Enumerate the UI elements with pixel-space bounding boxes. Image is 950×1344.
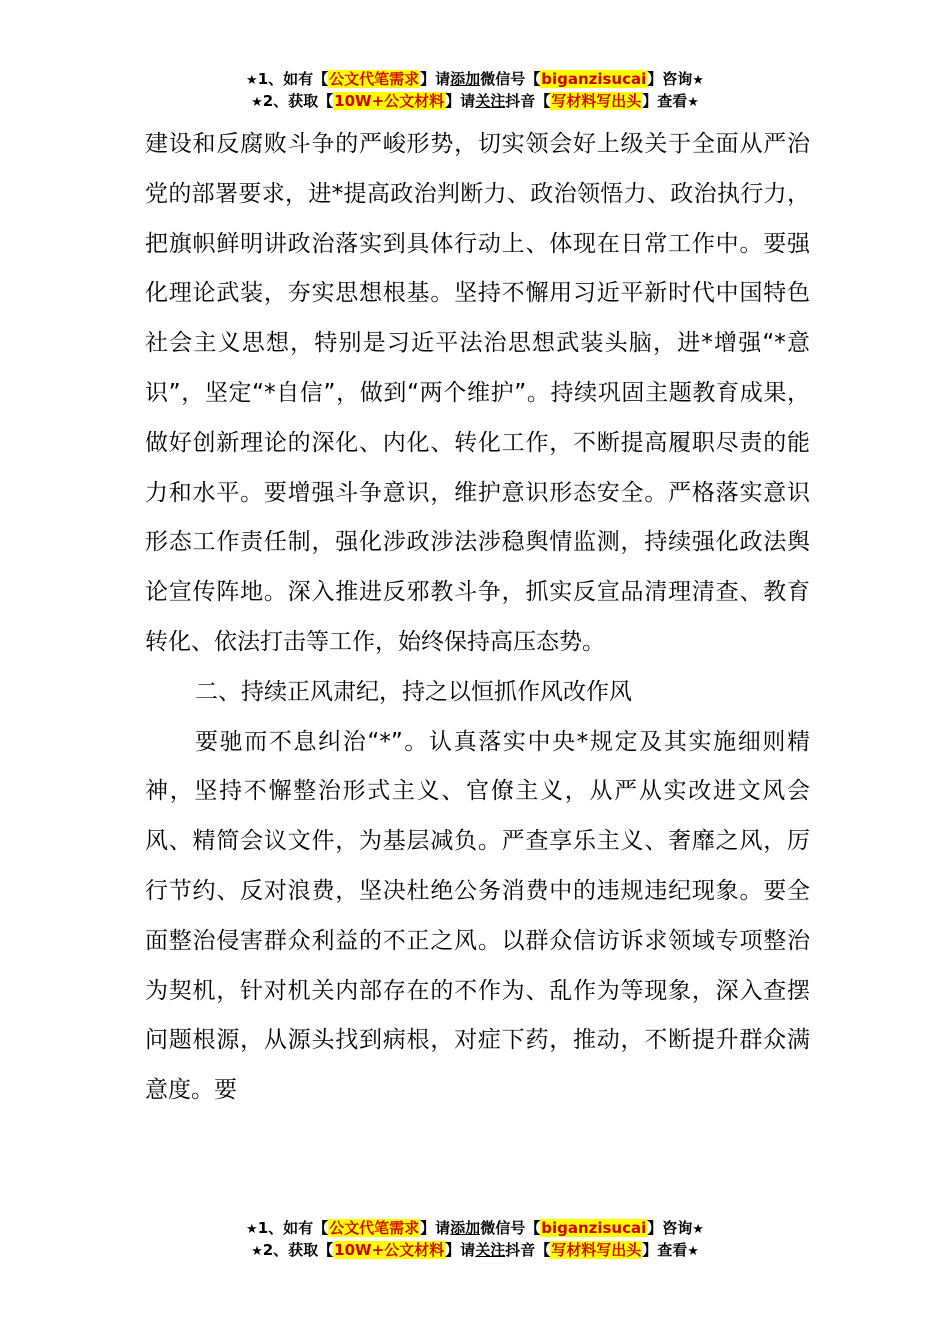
- banner-line-2: [0, 1239, 950, 1261]
- highlight-ghostwriting: 公文代笔需求: [329, 1219, 420, 1237]
- banner-text: 2、获取【: [262, 92, 334, 110]
- footer-banner: [0, 1217, 950, 1261]
- highlight-ghostwriting: 公文代笔需求: [329, 70, 420, 88]
- section-heading: 二、持续正风肃纪，持之以恒抓作风改作风: [195, 678, 632, 705]
- star-icon: ★: [687, 95, 699, 110]
- highlight-wechat-id: biganzisucai: [541, 70, 647, 88]
- star-icon: ★: [251, 1244, 263, 1259]
- banner-text: 抖音【: [505, 92, 551, 110]
- banner-line-2: [0, 90, 950, 112]
- banner-text: 】请: [420, 70, 451, 88]
- body-paragraph: 要驰而不息纠治“*”。认真落实中央*规定及其实施细则精神，坚持不懈整治形式主义、官僚主义，从严从实改进文风会风、精简会议文件，为基层减负。严查享乐主义、奢靡之风，厉行节约、反对浪费，坚决杜绝公务消费中的违规违纪现象。要全面整治侵害群众利益的不正之风。以群众信访诉求领域专项整治为契机，针对机关内部存在的不作为、乱作为等现象，深入查摆问题根源，从源头找到病根，对症下药，推动，不断提升群众满意度。要: [145, 728, 810, 1104]
- banner-text: 微信号【: [480, 70, 541, 88]
- highlight-materials: 10W+公文材料: [334, 1241, 445, 1259]
- banner-text: 】查看: [642, 92, 688, 110]
- document-body: [145, 120, 810, 1116]
- underlined-text: 添加: [450, 1219, 481, 1237]
- banner-text: 1、如有【: [257, 1219, 329, 1237]
- banner-text: 1、如有【: [257, 70, 329, 88]
- underlined-text: 添加: [450, 70, 481, 88]
- highlight-douyin-account: 写材料写出头: [551, 92, 642, 110]
- banner-text: 】咨询: [647, 1219, 693, 1237]
- star-icon: ★: [251, 95, 263, 110]
- banner-line-1: [0, 1217, 950, 1239]
- underlined-text: 关注: [475, 92, 506, 110]
- banner-text: 】查看: [642, 1241, 688, 1259]
- star-icon: ★: [687, 1244, 699, 1259]
- underlined-text: 关注: [475, 1241, 506, 1259]
- banner-text: 抖音【: [505, 1241, 551, 1259]
- header-banner: [0, 68, 950, 112]
- banner-text: 】请: [445, 92, 476, 110]
- banner-text: 】咨询: [647, 70, 693, 88]
- star-icon: ★: [246, 1222, 258, 1237]
- star-icon: ★: [692, 73, 704, 88]
- banner-text: 微信号【: [480, 1219, 541, 1237]
- highlight-douyin-account: 写材料写出头: [551, 1241, 642, 1259]
- body-paragraph: 建设和反腐败斗争的严峻形势，切实领会好上级关于全面从严治党的部署要求，进*提高政治判断力、政治领悟力、政治执行力，把旗帜鲜明讲政治落实到具体行动上、体现在日常工作中。要强化理论武装，夯实思想根基。坚持不懈用习近平新时代中国特色社会主义思想，特别是习近平法治思想武装头脑，进*增强“*意识”，坚定“*自信”，做到“两个维护”。持续巩固主题教育成果，做好创新理论的深化、内化、转化工作，不断提高履职尽责的能力和水平。要增强斗争意识，维护意识形态安全。严格落实意识形态工作责任制，强化涉政涉法涉稳舆情监测，持续强化政法舆论宣传阵地。深入推进反邪教斗争，抓实反宣品清理清查、教育转化、依法打击等工作，始终保持高压态势。: [145, 131, 810, 655]
- banner-text: 2、获取【: [262, 1241, 334, 1259]
- highlight-wechat-id: biganzisucai: [541, 1219, 647, 1237]
- star-icon: ★: [246, 73, 258, 88]
- highlight-materials: 10W+公文材料: [334, 92, 445, 110]
- banner-text: 】请: [420, 1219, 451, 1237]
- star-icon: ★: [692, 1222, 704, 1237]
- banner-text: 】请: [445, 1241, 476, 1259]
- banner-line-1: [0, 68, 950, 90]
